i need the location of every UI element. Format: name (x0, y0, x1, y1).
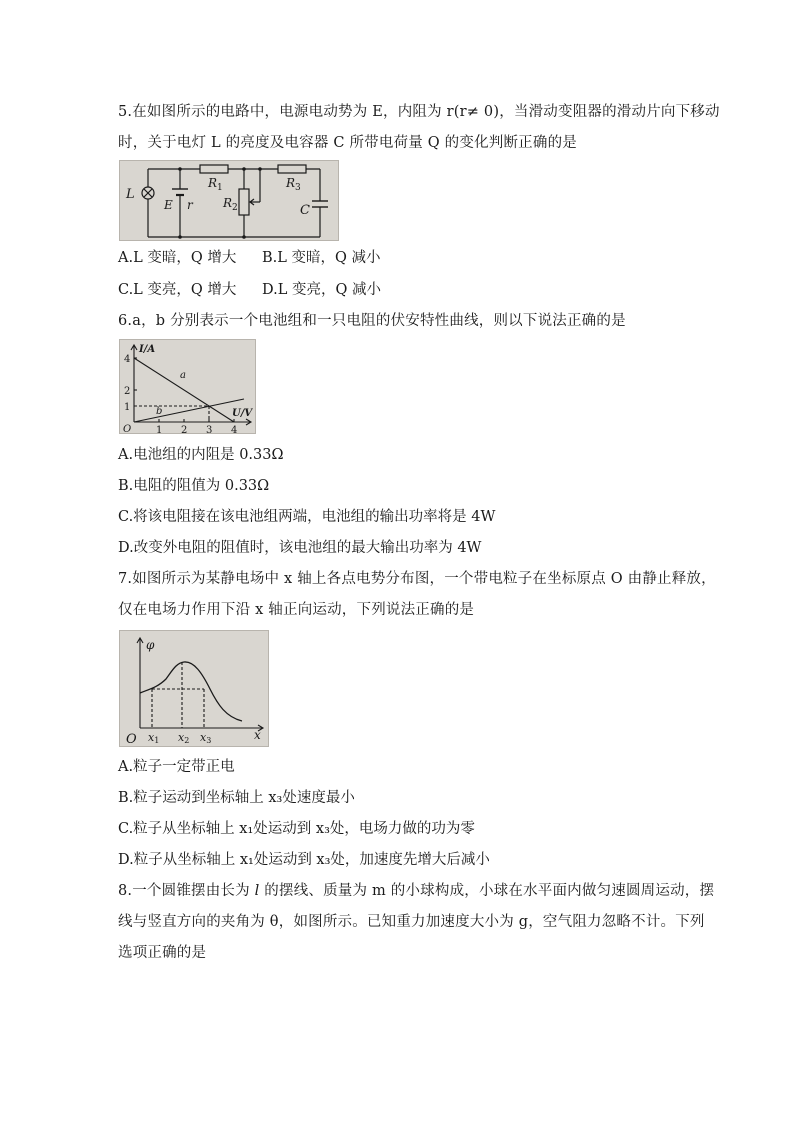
q5-option-a[interactable]: A.L 变暗，Q 增大 (118, 250, 237, 266)
label-x2: x2 (178, 731, 190, 745)
q5-option-c[interactable]: C.L 变亮，Q 增大 (118, 282, 237, 298)
x-tick-4: 4 (231, 425, 238, 434)
y-tick-1: 1 (124, 402, 131, 413)
x-tick-1: 1 (156, 425, 163, 434)
label-x1: x1 (148, 731, 160, 745)
label-capacitor: C (300, 203, 310, 218)
q8-stem-line1: 8.一个圆锥摆由长为 l 的摆线、质量为 m 的小球构成，小球在水平面内做匀速圆周运动，摆 (118, 883, 715, 899)
q7-option-c[interactable]: C.粒子从坐标轴上 x₁处运动到 x₃处，电场力做的功为零 (118, 821, 475, 837)
q6-iv-graph (119, 339, 256, 434)
x-tick-3: 3 (206, 425, 213, 434)
x-tick-2: 2 (181, 425, 188, 434)
q7-stem-line2: 仅在电场力作用下沿 x 轴正向运动，下列说法正确的是 (118, 602, 475, 618)
q6-option-c[interactable]: C.将该电阻接在该电池组两端，电池组的输出功率将是 4W (118, 509, 496, 525)
label-y-axis: I/A (139, 344, 156, 355)
q6-option-d[interactable]: D.改变外电阻的阻值时，该电池组的最大输出功率为 4W (118, 540, 482, 556)
label-origin: O (123, 424, 132, 434)
q6-stem: 6.a，b 分别表示一个电池组和一只电阻的伏安特性曲线，则以下说法正确的是 (118, 313, 626, 329)
q7-potential-graph (119, 630, 269, 747)
label-x-axis: x (254, 728, 261, 742)
q7-option-d[interactable]: D.粒子从坐标轴上 x₁处运动到 x₃处，加速度先增大后减小 (118, 852, 490, 868)
label-r1: $R_1$ (208, 176, 223, 193)
y-tick-4: 4 (124, 354, 131, 365)
label-origin: O (126, 732, 137, 747)
potential-distribution-graph (120, 631, 269, 747)
q5-option-d[interactable]: D.L 变亮，Q 减小 (262, 282, 381, 298)
q6-option-a[interactable]: A.电池组的内阻是 0.33Ω (118, 447, 284, 463)
q7-option-b[interactable]: B.粒子运动到坐标轴上 x₃处速度最小 (118, 790, 355, 806)
label-phi-axis: φ (146, 638, 155, 652)
label-line-a: a (180, 370, 186, 381)
label-line-b: b (156, 406, 163, 417)
label-r3: $R_3$ (286, 176, 301, 193)
label-x3: x3 (200, 731, 212, 745)
q8-stem-line3: 选项正确的是 (118, 945, 207, 961)
q5-stem-line1: 5.在如图所示的电路中，电源电动势为 E，内阻为 r(r≠ 0)，当滑动变阻器的滑动片向下移动 (118, 104, 720, 120)
iv-characteristic-graph (120, 340, 256, 434)
label-emf: E (164, 198, 173, 212)
y-tick-2: 2 (124, 386, 131, 397)
label-lamp: L (126, 187, 135, 202)
q6-option-b[interactable]: B.电阻的阻值为 0.33Ω (118, 478, 270, 494)
label-internal-r: r (187, 198, 193, 212)
q7-stem-line1: 7.如图所示为某静电场中 x 轴上各点电势分布图，一个带电粒子在坐标原点 O 由静止释放， (118, 571, 716, 587)
label-r2: $R_2$ (223, 196, 238, 213)
circuit-diagram (120, 161, 339, 241)
q5-stem-line2: 时，关于电灯 L 的亮度及电容器 C 所带电荷量 Q 的变化判断正确的是 (118, 135, 577, 151)
q5-circuit-figure (119, 160, 339, 241)
label-x-axis: U/V (232, 408, 253, 419)
q7-option-a[interactable]: A.粒子一定带正电 (118, 759, 235, 775)
q8-stem-line2: 线与竖直方向的夹角为 θ，如图所示。已知重力加速度大小为 g，空气阻力忽略不计。下列 (118, 914, 705, 930)
q5-option-b[interactable]: B.L 变暗，Q 减小 (262, 250, 381, 266)
